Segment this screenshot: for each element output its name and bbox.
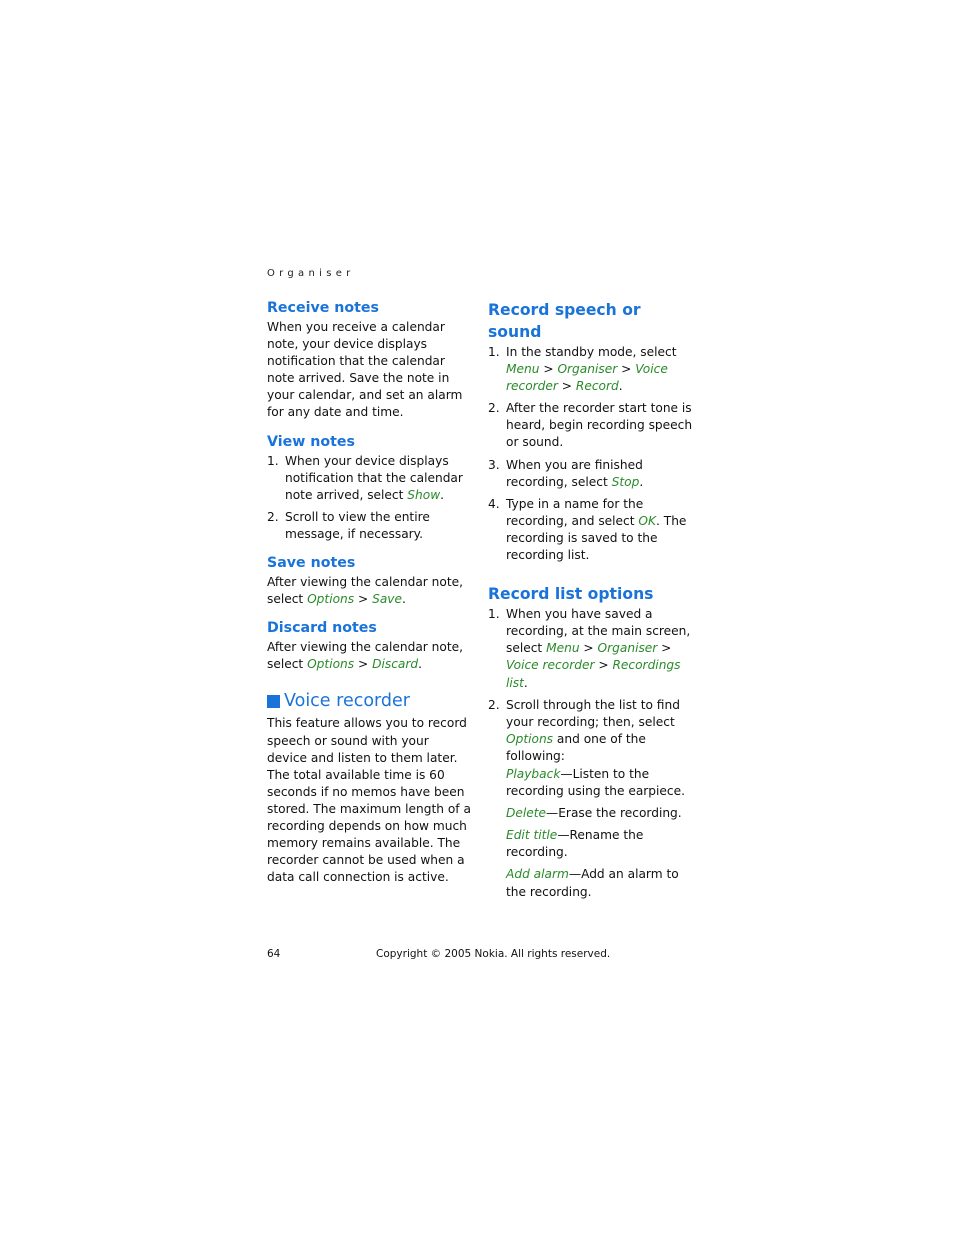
section-receive-notes	[267, 298, 472, 422]
list-item	[488, 496, 698, 564]
step-text: Scroll to view the entire message, if necessary.	[285, 509, 430, 541]
option-keyword: Add alarm	[506, 867, 569, 882]
step-text: When your device displays notification that the calendar note arrived, select Show.	[285, 453, 463, 502]
step-text: When you are finished recording, select Stop.	[506, 457, 644, 489]
right-column	[488, 299, 698, 901]
save-notes-heading: Save notes	[267, 555, 356, 572]
section-record-list-options	[488, 583, 698, 901]
menu-keyword: Organiser	[597, 641, 658, 656]
menu-keyword: Menu	[546, 641, 580, 656]
section-voice-recorder	[267, 689, 472, 886]
step-number: 1.	[267, 453, 279, 468]
option-keyword: Playback	[506, 766, 561, 781]
page-number: 64	[267, 948, 281, 960]
section-view-notes	[267, 432, 472, 543]
menu-keyword: Save	[372, 592, 403, 607]
step-number: 4.	[488, 496, 500, 511]
step-text: In the standby mode, select Menu > Organiser > Voice recorder > Record.	[506, 345, 677, 394]
list-item	[488, 400, 698, 451]
step-text: After the recorder start tone is heard, begin recording speech or sound.	[506, 401, 693, 450]
menu-keyword: Menu	[506, 362, 540, 377]
menu-keyword: OK	[638, 513, 657, 528]
record-speech-heading: Record speech or sound	[488, 301, 641, 341]
option-keyword: Delete	[506, 806, 547, 821]
step-number: 2.	[488, 697, 500, 712]
step-text: Scroll through the list to find your recording; then, select Options and one of the following:	[506, 697, 680, 763]
menu-keyword: Record	[575, 379, 619, 394]
step-number: 1.	[488, 345, 500, 359]
list-item	[267, 509, 472, 543]
menu-keyword: Recordings list	[506, 658, 681, 690]
record-speech-steps	[488, 344, 698, 564]
menu-keyword: Voice recorder	[506, 658, 595, 673]
list-item	[488, 606, 698, 691]
view-notes-heading: View notes	[267, 433, 355, 450]
menu-keyword: Discard	[372, 657, 419, 672]
step-number: 2.	[267, 509, 279, 524]
receive-notes-body: When you receive a calendar note, your device displays notification that the calendar note arrived. Save the note in your calendar, and set an alarm for any date and time.	[267, 320, 463, 420]
step-number: 3.	[488, 457, 500, 472]
voice-recorder-title: Voice recorder	[284, 691, 410, 712]
discard-notes-heading: Discard notes	[267, 620, 377, 637]
menu-keyword: Options	[307, 657, 355, 672]
menu-keyword: Voice recorder	[506, 362, 668, 394]
list-item	[488, 457, 698, 491]
step-text: Type in a name for the recording, and select OK. The recording is saved to the recording list.	[506, 496, 687, 563]
option-item: Add alarm—Add an alarm to the recording.	[506, 867, 679, 899]
record-list-steps	[488, 606, 698, 765]
view-notes-steps	[267, 453, 472, 543]
left-column	[267, 298, 472, 886]
copyright-notice: Copyright © 2005 Nokia. All rights reserved.	[376, 948, 611, 960]
step-number: 1.	[488, 607, 500, 622]
list-item	[488, 344, 698, 395]
step-number: 2.	[488, 401, 500, 416]
heading-square-icon	[267, 695, 280, 708]
menu-keyword: Options	[506, 731, 554, 746]
option-item: Delete—Erase the recording.	[506, 806, 682, 821]
list-item	[267, 453, 472, 504]
menu-keyword: Stop	[611, 474, 640, 489]
save-notes-body: After viewing the calendar note, select Options > Save.	[267, 575, 463, 607]
option-keyword: Edit title	[506, 828, 558, 843]
voice-recorder-body: This feature allows you to record speech or sound with your device and listen to them later. The total available time is 60 seconds if no memos have been stored. The maximum length of a recording depends on how much memory remains available. The recorder cannot be used when a data call connection is active.	[267, 716, 471, 885]
option-item: Edit title—Rename the recording.	[506, 828, 644, 860]
voice-recorder-heading	[267, 689, 472, 713]
record-list-options-heading: Record list options	[488, 585, 654, 604]
section-discard-notes	[267, 618, 472, 673]
section-record-speech	[488, 299, 698, 564]
option-item: Playback—Listen to the recording using the earpiece.	[506, 766, 685, 799]
section-save-notes	[267, 553, 472, 608]
step-text: When you have saved a recording, at the main screen, select Menu > Organiser > Voice recorder > Recordings list.	[506, 607, 691, 690]
menu-keyword: Organiser	[557, 362, 618, 377]
list-item	[488, 697, 698, 765]
menu-keyword: Show	[407, 487, 441, 502]
receive-notes-heading: Receive notes	[267, 300, 379, 316]
running-header: Organiser	[267, 268, 355, 279]
menu-keyword: Options	[307, 592, 355, 607]
discard-notes-body: After viewing the calendar note, select Options > Discard.	[267, 640, 463, 672]
